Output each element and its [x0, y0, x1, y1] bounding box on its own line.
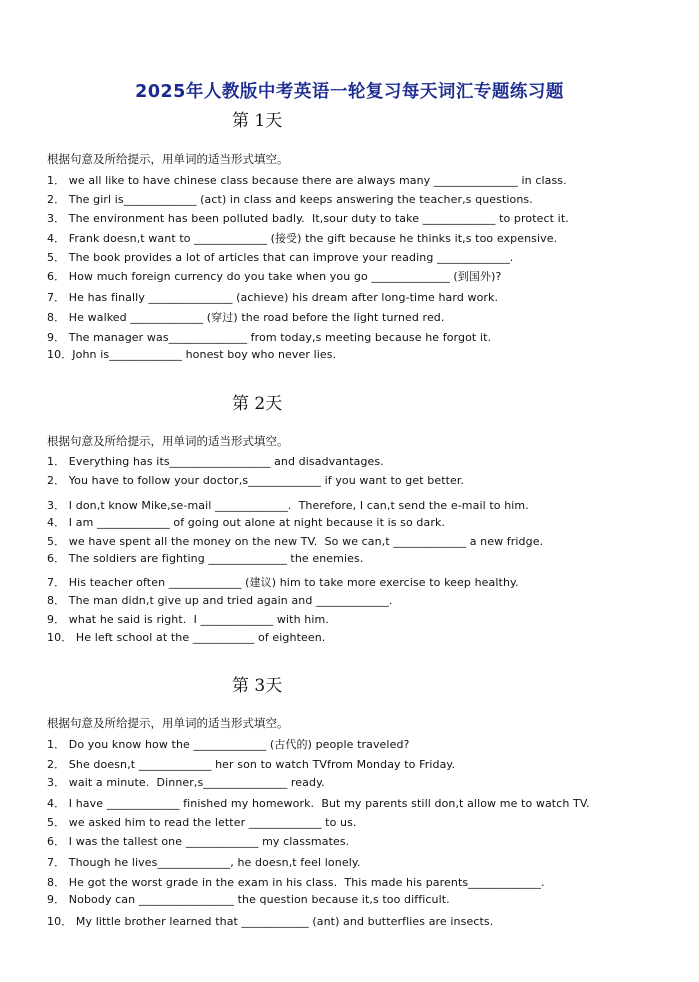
day-3-question-5: 5． we asked him to read the letter _____________ to us.: [47, 816, 357, 829]
day-3-question-6: 6． I was the tallest one _____________ my classmates.: [47, 835, 350, 848]
day-3-question-4: 4． I have _____________ finished my homework. But my parents still don,t allow me to watch TV.: [47, 797, 590, 810]
day-2-heading: 第 2天: [232, 394, 283, 414]
day-3-heading: 第 3天: [232, 676, 283, 696]
day-1-question-1: 1． we all like to have chinese class because there are always many _______________ in class.: [47, 174, 567, 187]
day-1-question-8: 8． He walked _____________ (穿过) the road before the light turned red.: [47, 311, 445, 324]
day-3-question-3: 3． wait a minute. Dinner,s_______________ ready.: [47, 776, 325, 789]
day-2-question-10: 10． He left school at the ___________ of eighteen.: [47, 631, 326, 644]
day-3-question-9: 9． Nobody can _________________ the question because it,s too difficult.: [47, 893, 450, 906]
day-1-question-3: 3． The environment has been polluted badly. It,sour duty to take _____________ to protect it.: [47, 212, 569, 225]
day-1-question-7: 7． He has finally _______________ (achieve) his dream after long-time hard work.: [47, 291, 499, 304]
day-2-question-1: 1． Everything has its__________________ and disadvantages.: [47, 455, 384, 468]
day-2-question-2: 2． You have to follow your doctor,s_____________ if you want to get better.: [47, 474, 465, 487]
day-1-question-9: 9． The manager was______________ from today,s meeting because he forgot it.: [47, 331, 492, 344]
day-1-heading: 第 1天: [232, 111, 283, 131]
day-3-question-1: 1． Do you know how the _____________ (古代的) people traveled?: [47, 738, 410, 751]
day-3-question-2: 2． She doesn,t _____________ her son to watch TVfrom Monday to Friday.: [47, 758, 456, 771]
day-2-instruction: 根据句意及所给提示，用单词的适当形式填空。: [47, 434, 289, 448]
day-2-question-7: 7． His teacher often _____________ (建议) him to take more exercise to keep healthy.: [47, 576, 519, 589]
worksheet-title: 2025年人教版中考英语一轮复习每天词汇专题练习题: [135, 82, 564, 102]
day-3-question-7: 7． Though he lives_____________, he doesn,t feel lonely.: [47, 856, 361, 869]
day-2-question-9: 9． what he said is right. I _____________ with him.: [47, 613, 329, 626]
day-2-question-6: 6． The soldiers are fighting ______________ the enemies.: [47, 552, 364, 565]
day-3-question-8: 8． He got the worst grade in the exam in his class. This made his parents_____________.: [47, 876, 545, 889]
day-2-question-5: 5． we have spent all the money on the new TV. So we can,t _____________ a new fridge.: [47, 535, 544, 548]
day-3-question-10: 10． My little brother learned that ____________ (ant) and butterflies are insects.: [47, 915, 494, 928]
day-3-instruction: 根据句意及所给提示，用单词的适当形式填空。: [47, 716, 289, 730]
day-1-question-4: 4． Frank doesn,t want to _____________ (接受) the gift because he thinks it,s too expensive.: [47, 232, 558, 245]
day-1-question-6: 6． How much foreign currency do you take when you go ______________ (到国外)?: [47, 270, 502, 283]
day-1-question-10: 10．John is_____________ honest boy who never lies.: [47, 348, 337, 361]
day-1-question-5: 5． The book provides a lot of articles that can improve your reading _____________.: [47, 251, 514, 264]
day-2-question-4: 4． I am _____________ of going out alone at night because it is so dark.: [47, 516, 446, 529]
day-2-question-3: 3． I don,t know Mike,se-mail _____________. Therefore, I can,t send the e-mail to him.: [47, 499, 529, 512]
day-2-question-8: 8． The man didn,t give up and tried again and _____________.: [47, 594, 393, 607]
day-1-question-2: 2． The girl is_____________ (act) in class and keeps answering the teacher,s questions.: [47, 193, 533, 206]
day-1-instruction: 根据句意及所给提示，用单词的适当形式填空。: [47, 152, 289, 166]
